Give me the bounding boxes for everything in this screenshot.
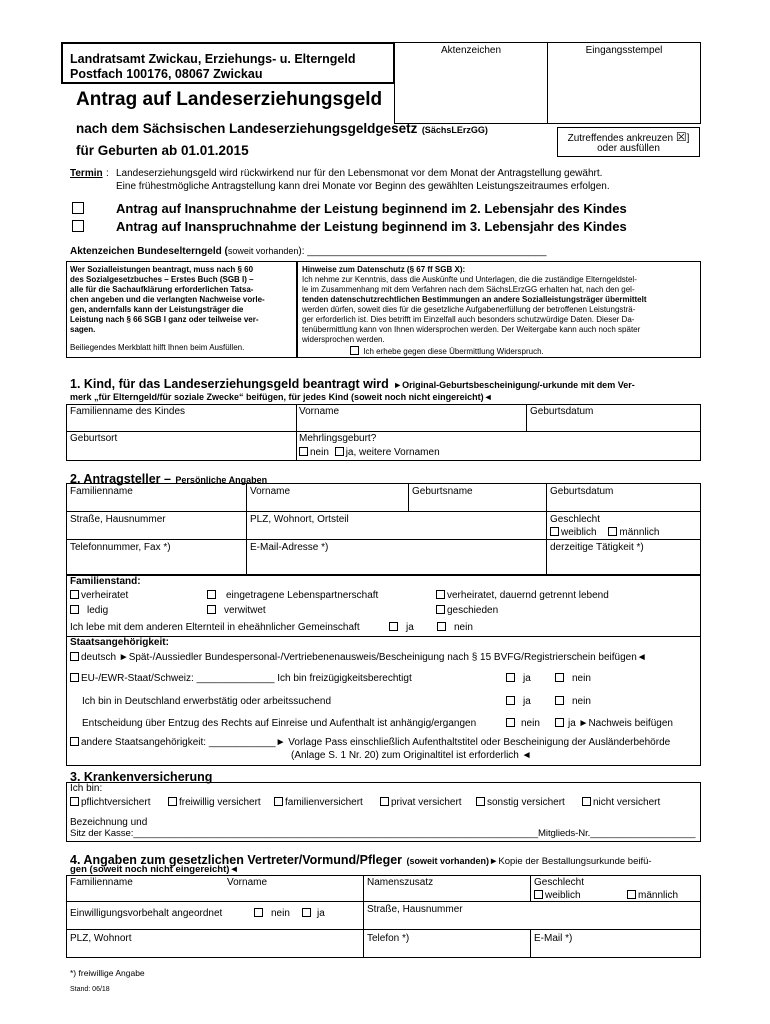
- section-1-note: ►Original-Geburtsbescheinigung/-urkunde mit dem Ver-: [393, 380, 635, 390]
- sa-deutsch-label: deutsch ►Spät-/Aussiedler Bundespersonal-/Vertriebenenausweis/Bescheinigung nach § 15 BVFG/Registrierschein beifügen◄: [81, 652, 647, 663]
- kv-privat-label: privat versichert: [391, 797, 462, 808]
- fs-verheiratet-label: verheiratet: [81, 590, 129, 601]
- fs-ledig-label: ledig: [87, 605, 109, 616]
- geschlecht-options: [550, 527, 659, 538]
- fs-getrennt-label: verheiratet, dauernd getrennt lebend: [447, 590, 609, 601]
- anlage-label: (Anlage S. 1 Nr. 20) zum Originaltitel ist erforderlich ◄: [291, 750, 532, 761]
- termin-line-2: Eine frühestmögliche Antragstellung kann drei Monate vor Beginn des gewählten Leistungszeitraumes erfolgen.: [116, 181, 610, 192]
- antragsteller-telefon[interactable]: Telefonnummer, Fax *): [70, 542, 171, 553]
- erwerb-ja[interactable]: [506, 696, 531, 707]
- kasse-field[interactable]: Sitz der Kasse:_____________________________________________________________________________Mitglieds-Nr.____________________: [70, 828, 696, 839]
- vertreter-email[interactable]: E-Mail *): [534, 933, 573, 944]
- kv-freiwillig-checkbox[interactable]: [168, 797, 177, 806]
- sozial-line: des Sozialgesetzbuches – Erstes Buch (SGB I) –: [70, 275, 254, 284]
- antrag-option-2-checkbox[interactable]: [72, 220, 84, 232]
- einwilligung-nein-checkbox[interactable]: [254, 908, 263, 917]
- fs-lebenspartner-checkbox[interactable]: [207, 590, 216, 599]
- familienstand-label: Familienstand:: [70, 576, 141, 587]
- mehrling-nein-checkbox[interactable]: [299, 447, 308, 456]
- section-4-note: ►Kopie der Bestallungsurkunde beifü-: [489, 856, 652, 867]
- kv-sonstig-label: sonstig versichert: [487, 797, 565, 808]
- eheaehnlich-ja-checkbox[interactable]: [389, 622, 398, 631]
- kv-familie-label: familienversichert: [285, 797, 363, 808]
- freizuegig-ja-label: ja: [523, 673, 531, 684]
- kv-pflicht[interactable]: [70, 797, 150, 808]
- einwilligung-label: Einwilligungsvorbehalt angeordnet: [70, 908, 223, 919]
- fs-verheiratet[interactable]: [70, 590, 128, 601]
- einwilligung-ja[interactable]: [302, 908, 325, 919]
- sozialleistungen-text: [70, 265, 294, 335]
- entscheidung-ja-label: ja ►Nachweis beifügen: [568, 718, 673, 729]
- ausfuellen-text: oder ausfüllen: [597, 143, 660, 154]
- footnote: *) freiwillige Angabe: [70, 968, 145, 978]
- fs-geschieden[interactable]: [436, 605, 498, 616]
- address-line-1: Landratsamt Zwickau, Erziehungs- u. Elterngeld: [70, 52, 356, 66]
- staatsangehoerigkeit-label: Staatsangehörigkeit:: [70, 637, 169, 648]
- ankreuzen-text: Zutreffendes ankreuzen: [567, 133, 674, 144]
- datenschutz-line: le im Zusammenhang mit dem Verfahren nach dem SächsLErzGG erhalten hat, nach den gel-: [302, 285, 635, 294]
- vertreter-vorname[interactable]: Vorname: [227, 877, 268, 888]
- antragsteller-strasse[interactable]: Straße, Hausnummer: [70, 514, 166, 525]
- kasse-label-1: Bezeichnung und: [70, 817, 148, 828]
- kv-privat[interactable]: [380, 797, 462, 808]
- vertreter-familienname[interactable]: Familienname: [70, 877, 133, 888]
- kind-geburtsdatum-label[interactable]: Geburtsdatum: [530, 406, 594, 417]
- maennlich-label: männlich: [619, 527, 660, 538]
- datenschutz-line: Ich nehme zur Kenntnis, dass die Auskünfte und Unterlagen, die die zuständige Elterngeldstel-: [302, 275, 637, 284]
- freizuegig-ja[interactable]: [506, 673, 531, 684]
- datenschutz-line: widersprochen werden.: [302, 335, 385, 344]
- antrag-option-2-label: Antrag auf Inanspruchnahme der Leistung beginnend im 3. Lebensjahr des Kindes: [116, 219, 627, 234]
- freizuegig-ja-checkbox[interactable]: [506, 673, 515, 682]
- sozialleistungen-box: [66, 261, 297, 358]
- sozial-line: Leistung nach § 66 SGB I ganz oder teilweise ver-: [70, 315, 259, 324]
- freizuegig-nein-checkbox[interactable]: [555, 673, 564, 682]
- sozial-line: chen angeben und die verlangten Nachweise vorle-: [70, 295, 265, 304]
- ich-bin-label: Ich bin:: [70, 783, 103, 794]
- entscheidung-nein-label: nein: [521, 718, 540, 729]
- fs-lebenspartner[interactable]: [207, 590, 378, 601]
- sozial-line: gen, andernfalls kann der Leistungsträger die: [70, 305, 244, 314]
- vertreter-maennlich-label: männlich: [638, 890, 679, 901]
- entscheidung-ja[interactable]: [555, 718, 673, 729]
- sa-eu-checkbox[interactable]: [70, 673, 79, 682]
- einwilligung-ja-label: ja: [317, 908, 325, 919]
- aktenzeichen-bundeselterngeld[interactable]: [70, 241, 546, 259]
- kv-nicht-label: nicht versichert: [593, 797, 661, 808]
- section-1-title: 1. Kind, für das Landeserziehungsgeld beantragt wird: [70, 377, 389, 391]
- entscheidung-nein[interactable]: [506, 718, 540, 729]
- sa-andere-label: andere Staatsangehörigkeit: ____________► Vorlage Pass einschließlich Aufenthaltstitel oder Bescheinigung der Ausländerbehörde: [81, 737, 671, 748]
- einwilligung-ja-checkbox[interactable]: [302, 908, 311, 917]
- kind-vorname-label[interactable]: Vorname: [299, 406, 340, 417]
- datenschutz-text: [302, 275, 700, 345]
- widerspruch-label: Ich erhebe gegen diese Übermittlung Widerspruch.: [363, 347, 544, 356]
- fs-verheiratet-checkbox[interactable]: [70, 590, 79, 599]
- vertreter-strasse[interactable]: Straße, Hausnummer: [367, 904, 463, 915]
- section-1-note-2: merk „für Elterngeld/für soziale Zwecke“ beifügen, für jedes Kind (soweit noch nicht eingereicht)◄: [70, 392, 493, 402]
- antrag-option-1-checkbox[interactable]: [72, 202, 84, 214]
- aktenzeichen-box[interactable]: [394, 42, 548, 124]
- page-title: Antrag auf Landeserziehungsgeld: [76, 89, 383, 110]
- mehrling-ja-label: ja, weitere Vornamen: [345, 447, 440, 458]
- vertreter-weiblich[interactable]: [534, 890, 581, 901]
- section-1-heading: [70, 375, 635, 393]
- az-bundes-label: Aktenzeichen Bundeselterngeld (: [70, 246, 228, 257]
- fs-ledig-checkbox[interactable]: [70, 605, 79, 614]
- fs-verwitwet-checkbox[interactable]: [207, 605, 216, 614]
- sozial-line: sagen.: [70, 325, 96, 334]
- ankreuzen-hint: [557, 127, 700, 157]
- widerspruch-row[interactable]: [350, 346, 544, 357]
- merkblatt-hint: Beiliegendes Merkblatt hilft Ihnen beim Ausfüllen.: [70, 343, 245, 352]
- section-4-sub: (soweit vorhanden): [406, 856, 489, 866]
- antragsteller-taetigkeit[interactable]: derzeitige Tätigkeit *): [550, 542, 644, 553]
- vertreter-maennlich-checkbox[interactable]: [627, 890, 636, 899]
- kv-familie-checkbox[interactable]: [274, 797, 283, 806]
- section-2-title: 2. Antragsteller –: [70, 472, 171, 486]
- datenschutz-line: tenübermittlung kann von Ihnen widersprochen werden. Der Weitergabe kann auch noch später: [302, 325, 641, 334]
- antrag-option-1-label: Antrag auf Inanspruchnahme der Leistung beginnend im 2. Lebensjahr des Kindes: [116, 201, 627, 216]
- fs-verwitwet-label: verwitwet: [224, 605, 266, 616]
- subtitle-main: nach dem Sächsischen Landeserziehungsgeldgesetz: [76, 121, 418, 136]
- kv-sonstig-checkbox[interactable]: [476, 797, 485, 806]
- aktenzeichen-label: Aktenzeichen: [440, 45, 502, 56]
- erwerb-nein-checkbox[interactable]: [555, 696, 564, 705]
- subtitle-date: für Geburten ab 01.01.2015: [76, 143, 249, 158]
- weiblich-checkbox[interactable]: [550, 527, 559, 536]
- kv-familie[interactable]: [274, 797, 363, 808]
- vertreter-weiblich-checkbox[interactable]: [534, 890, 543, 899]
- kv-pflicht-label: pflichtversichert: [81, 797, 151, 808]
- vertreter-plz[interactable]: PLZ, Wohnort: [70, 933, 132, 944]
- antragsteller-familienname[interactable]: Familienname: [70, 486, 133, 497]
- eheaehnlich-ja-label: ja: [406, 622, 414, 633]
- fs-getrennt[interactable]: [436, 590, 609, 601]
- mehrling-ja-checkbox[interactable]: [335, 447, 344, 456]
- erwerb-ja-label: ja: [523, 696, 531, 707]
- sozial-line: Wer Sozialleistungen beantragt, muss nach § 60: [70, 265, 254, 274]
- eheaehnlich-ja[interactable]: [389, 622, 414, 633]
- sa-eu[interactable]: [70, 673, 412, 684]
- eheaehnlich-nein-checkbox[interactable]: [437, 622, 446, 631]
- entscheidung-ja-checkbox[interactable]: [555, 718, 564, 727]
- stand: Stand: 06/18: [70, 986, 110, 993]
- mehrling-options: [299, 447, 440, 458]
- datenschutz-title: Hinweise zum Datenschutz (§ 67 ff SGB X):: [302, 265, 466, 274]
- erwerb-ja-checkbox[interactable]: [506, 696, 515, 705]
- fs-verwitwet[interactable]: [207, 605, 266, 616]
- eheaehnlich-nein[interactable]: [437, 622, 473, 633]
- section-2-sub: Persönliche Angaben: [175, 475, 268, 485]
- az-bundes-line: ): ___________________________________________: [298, 246, 547, 257]
- datenschutz-box: [297, 261, 701, 358]
- antragsteller-vorname[interactable]: Vorname: [250, 486, 291, 497]
- sozial-line: alle für die Sachaufklärung erforderlichen Tatsa-: [70, 285, 254, 294]
- kind-familienname-label[interactable]: Familienname des Kindes: [70, 406, 186, 417]
- fs-lebenspartner-label: eingetragene Lebenspartnerschaft: [226, 590, 379, 601]
- erwerb-nein[interactable]: [555, 696, 591, 707]
- entscheidung-label: Entscheidung über Entzug des Rechts auf Einreise und Aufenthalt ist anhängig/ergangen: [82, 718, 477, 729]
- vertreter-geschlecht: Geschlecht: [534, 877, 585, 888]
- einwilligung-nein-label: nein: [271, 908, 290, 919]
- section-3-title: 3. Krankenversicherung: [70, 770, 213, 784]
- erwerb-nein-label: nein: [572, 696, 591, 707]
- subtitle: [76, 120, 488, 138]
- mehrling-label: Mehrlingsgeburt?: [299, 433, 377, 444]
- datenschutz-line: ger erforderlich ist. Dies betrifft im Einzelfall auch besonders schutzwürdige Daten. Dieser Da-: [302, 315, 635, 324]
- kv-privat-checkbox[interactable]: [380, 797, 389, 806]
- section-4-note-2: gen (soweit noch nicht eingereicht)◄: [70, 864, 239, 875]
- kv-freiwillig-label: freiwillig versichert: [179, 797, 261, 808]
- datenschutz-line: tenden datenschutzrechtlichen Bestimmungen an andere Sozialleistungsträger übermittelt: [302, 295, 647, 304]
- vertreter-weiblich-label: weiblich: [545, 890, 581, 901]
- termin-colon: :: [106, 168, 109, 179]
- vertreter-namenszusatz[interactable]: Namenszusatz: [367, 877, 434, 888]
- widerspruch-checkbox[interactable]: [350, 346, 359, 355]
- mehrling-nein-label: nein: [310, 447, 329, 458]
- vertreter-maennlich[interactable]: [627, 890, 678, 901]
- sa-andere[interactable]: [70, 737, 670, 748]
- sa-deutsch[interactable]: [70, 652, 647, 663]
- kv-nicht-checkbox[interactable]: [582, 797, 591, 806]
- antragsteller-geburtsname[interactable]: Geburtsname: [412, 486, 473, 497]
- address-line-2: Postfach 100176, 08067 Zwickau: [70, 67, 263, 81]
- section-4-title: 4. Angaben zum gesetzlichen Vertreter/Vormund/Pfleger: [70, 853, 403, 867]
- weiblich-label: weiblich: [561, 527, 597, 538]
- termin-label: Termin: [70, 168, 103, 179]
- maennlich-checkbox[interactable]: [608, 527, 617, 536]
- geschlecht-label: Geschlecht: [550, 514, 601, 525]
- kv-pflicht-checkbox[interactable]: [70, 797, 79, 806]
- sa-andere-checkbox[interactable]: [70, 737, 79, 746]
- sa-deutsch-checkbox[interactable]: [70, 652, 79, 661]
- freizuegig-nein-label: nein: [572, 673, 591, 684]
- fs-geschieden-label: geschieden: [447, 605, 499, 616]
- freizuegig-nein[interactable]: [555, 673, 591, 684]
- checked-box-icon: ☒: [675, 130, 687, 144]
- fs-geschieden-checkbox[interactable]: [436, 605, 445, 614]
- address-box: [61, 42, 395, 84]
- fs-ledig[interactable]: [70, 605, 108, 616]
- antragsteller-geburtsdatum[interactable]: Geburtsdatum: [550, 486, 614, 497]
- eheaehnlich-nein-label: nein: [454, 622, 473, 633]
- ankreuzen-bracket: ]: [686, 133, 690, 144]
- eingangsstempel-label: Eingangsstempel: [585, 45, 663, 56]
- antragsteller-plz[interactable]: PLZ, Wohnort, Ortsteil: [250, 514, 349, 525]
- datenschutz-line: werden dürfen, soweit dies für die gesetzliche Aufgabenerfüllung der betroffenen Leistungsträ-: [302, 305, 636, 314]
- eingangsstempel-box: [547, 42, 701, 124]
- vertreter-telefon[interactable]: Telefon *): [367, 933, 410, 944]
- kv-freiwillig[interactable]: [168, 797, 261, 808]
- subtitle-abbr: (SächsLErzGG): [421, 125, 488, 135]
- kind-geburtsort-label[interactable]: Geburtsort: [70, 433, 118, 444]
- erwerb-label: Ich bin in Deutschland erwerbstätig oder arbeitssuchend: [82, 696, 332, 707]
- kv-sonstig[interactable]: [476, 797, 565, 808]
- kv-nicht[interactable]: [582, 797, 660, 808]
- antragsteller-email[interactable]: E-Mail-Adresse *): [250, 542, 329, 553]
- sa-eu-label: EU-/EWR-Staat/Schweiz: ______________ Ich bin freizügigkeitsberechtigt: [81, 673, 412, 684]
- eheaehnlich-label: Ich lebe mit dem anderen Elternteil in eheähnlicher Gemeinschaft: [70, 622, 360, 633]
- fs-getrennt-checkbox[interactable]: [436, 590, 445, 599]
- einwilligung-nein[interactable]: [254, 908, 290, 919]
- entscheidung-nein-checkbox[interactable]: [506, 718, 515, 727]
- termin-line-1: Landeserziehungsgeld wird rückwirkend nur für den Lebensmonat vor dem Monat der Antragstellung gewährt.: [116, 168, 603, 179]
- az-bundes-note: soweit vorhanden: [227, 246, 299, 256]
